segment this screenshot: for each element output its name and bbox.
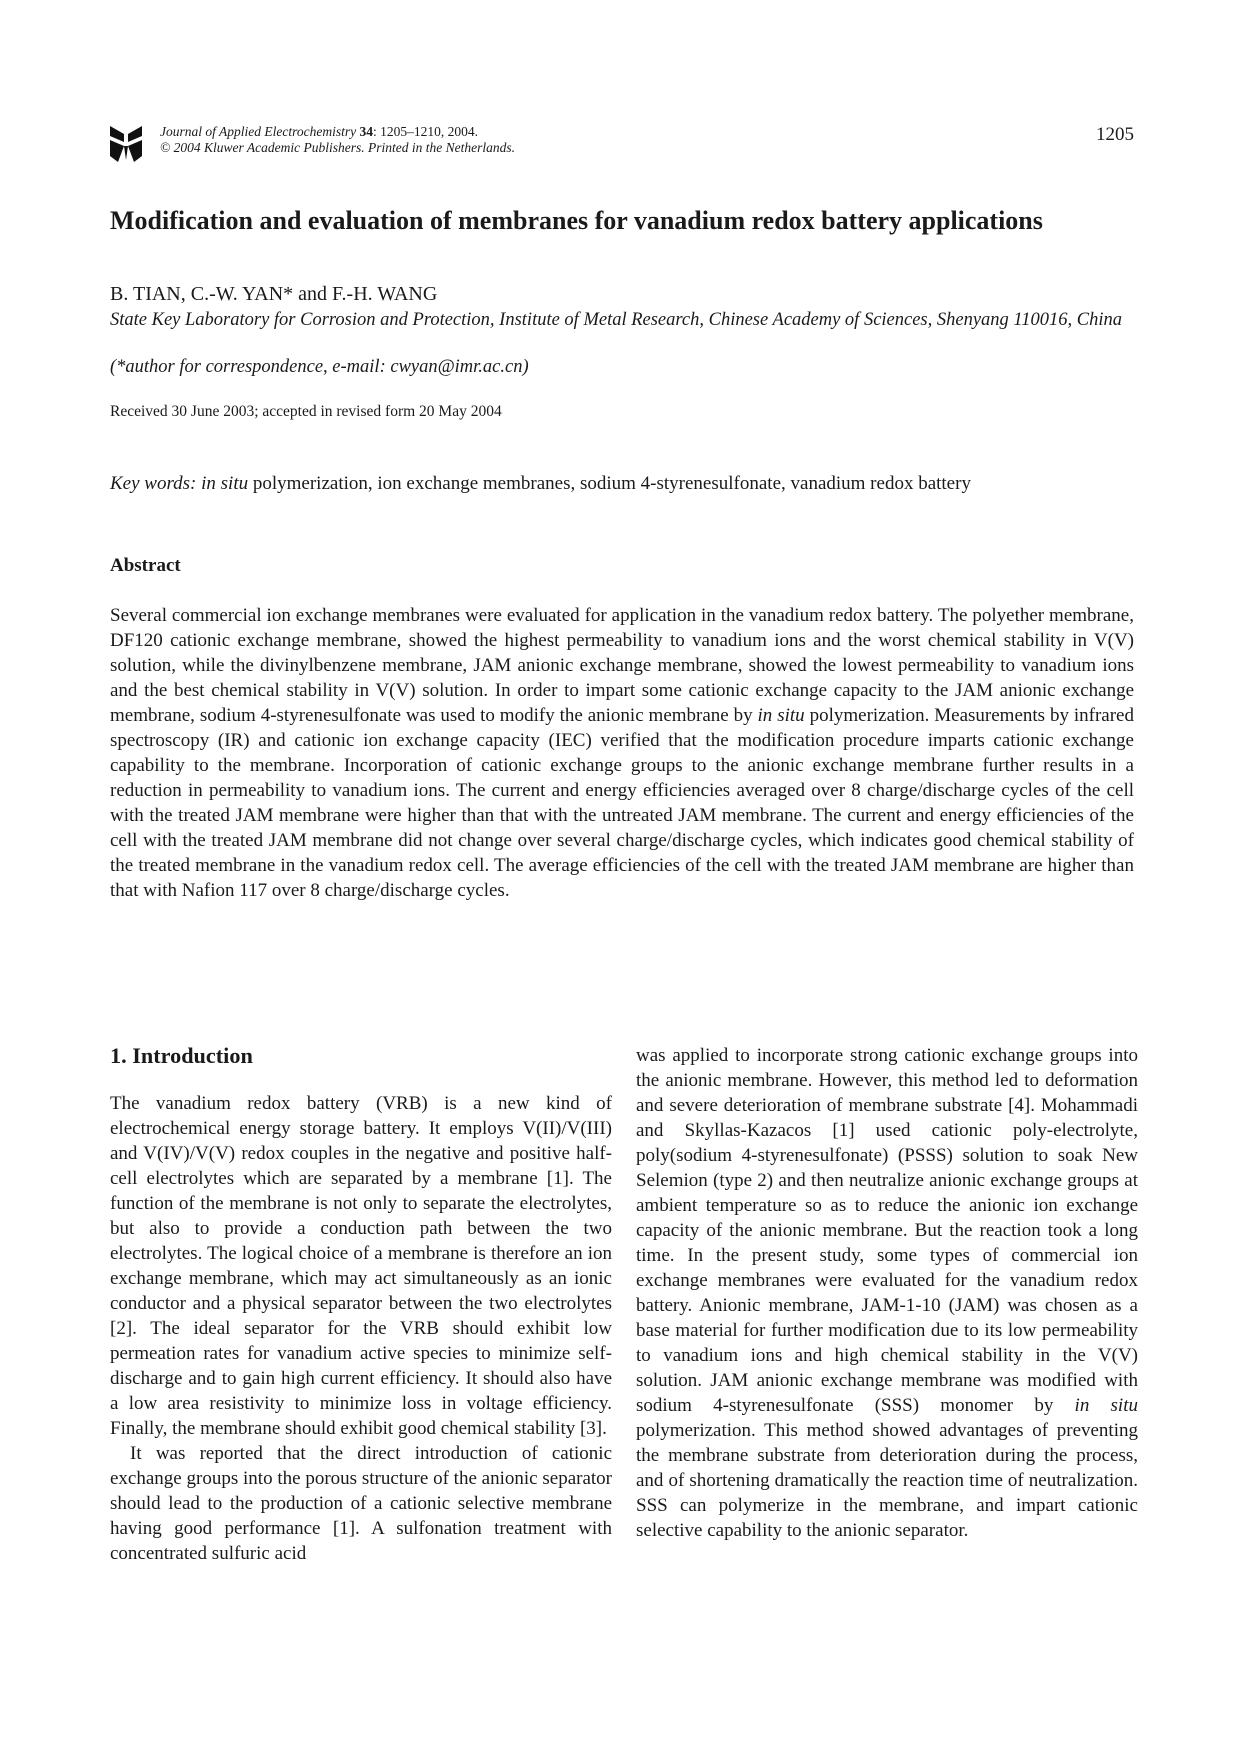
keywords-list: polymerization, ion exchange membranes, sodium 4-styrenesulfonate, vanadium redox battery xyxy=(248,473,971,494)
intro-paragraph-3-italic: in situ xyxy=(1074,1395,1138,1416)
intro-paragraph-1: The vanadium redox battery (VRB) is a new kind of electrochemical energy storage battery. It employs V(II)/V(III) and V(IV)/V(V) redox couples in the negative and positive half-cell electrolytes which are separated by a membrane [1]. The function of the membrane is not only to separate the electrolytes, but also to provide a conduction path between the two electrolytes. The logical choice of a membrane is therefore an ion exchange membrane, which may act simultaneously as an ionic conductor and a physical separator between the two electrolytes [2]. The ideal separator for the VRB should exhibit low permeation rates for vanadium active species to minimize self-discharge and to gain high current efficiency. It should also have a low area resistivity to minimize loss in voltage efficiency. Finally, the membrane should exhibit good chemical stability [3]. xyxy=(110,1093,612,1439)
introduction-heading: 1. Introduction xyxy=(110,1043,253,1068)
page-number: 1205 xyxy=(1096,124,1134,145)
received-dates: Received 30 June 2003; accepted in revised form 20 May 2004 xyxy=(110,403,502,420)
paper-title: Modification and evaluation of membranes for vanadium redox battery applications xyxy=(110,206,1043,235)
author-affiliation: State Key Laboratory for Corrosion and Protection, Institute of Metal Research, Chinese Academy of Sciences, Shenyang 110016, China xyxy=(110,310,1123,330)
abstract-text-part1: Several commercial ion exchange membranes were evaluated for application in the vanadium redox battery. The polyether membrane, DF120 cationic exchange membrane, showed the highest permeability to vanadium ions and the worst chemical stability in V(V) solution, while the divinylbenzene membrane, JAM anionic exchange membrane, showed the lowest permeability to vanadium ions and the best chemical stability in V(V) solution. In order to impart some cationic exchange capacity to the JAM anionic exchange membrane, sodium 4-styrenesulfonate was used to modify the anionic membrane by xyxy=(110,605,1134,726)
copyright-line: © 2004 Kluwer Academic Publishers. Printed in the Netherlands. xyxy=(160,140,515,155)
abstract-heading: Abstract xyxy=(110,555,181,576)
abstract-text-part2: polymerization. Measurements by infrared spectroscopy (IR) and cationic ion exchange capacity (IEC) verified that the modification procedure imparts cationic exchange capability to the membrane. Incorporation of cationic exchange groups to the anionic exchange membrane further results in a reduction in permeability to vanadium ions. The current and energy efficiencies averaged over 8 charge/discharge cycles of the cell with the treated JAM membrane were higher than that with the untreated JAM membrane. The current and energy efficiencies of the cell with the treated JAM membrane did not change over several charge/discharge cycles, which indicates good chemical stability of the treated membrane in the vanadium redox cell. The average efficiencies of the cell with the treated JAM membrane are higher than that with Nafion 117 over 8 charge/discharge cycles. xyxy=(110,705,1134,901)
keywords-italic-term: in situ xyxy=(201,473,249,494)
author-list: B. TIAN, C.-W. YAN* and F.-H. WANG xyxy=(110,283,438,305)
intro-paragraph-3-part2: polymerization. This method showed advantages of preventing the membrane substrate from deterioration during the process, and of shortening dramatically the reaction time of neutralization. SSS can polymerize in the membrane, and impart cationic selective capability to the anionic separator. xyxy=(636,1420,1138,1541)
page-header xyxy=(110,124,1134,164)
keywords-line xyxy=(110,473,1134,495)
intro-paragraph-2: It was reported that the direct introduction of cationic exchange groups into the porous structure of the anionic separator should lead to the production of a cationic selective membrane having good performance [1]. A sulfonation treatment with concentrated sulfuric acid xyxy=(110,1443,612,1564)
journal-citation xyxy=(160,124,515,156)
journal-pages-year: : 1205–1210, 2004. xyxy=(372,124,478,139)
abstract-text xyxy=(110,603,1134,903)
left-column xyxy=(110,1043,612,1566)
intro-paragraph-3 xyxy=(636,1043,1138,1543)
journal-volume: 34 xyxy=(359,124,373,139)
correspondence-note: (*author for correspondence, e-mail: cwyan@imr.ac.cn) xyxy=(110,357,529,377)
keywords-label: Key words: xyxy=(110,473,197,494)
intro-paragraph-3-part1: was applied to incorporate strong cationic exchange groups into the anionic membrane. However, this method led to deformation and severe deterioration of membrane substrate [4]. Mohammadi and Skyllas-Kazacos [1] used cationic poly-electrolyte, poly(sodium 4-styrenesulfonate) (PSSS) solution to soak New Selemion (type 2) and then neutralize anionic exchange groups at ambient temperature so as to reduce the anionic ion exchange capacity of the anionic membrane. But the reaction took a long time. In the present study, some types of commercial ion exchange membranes were evaluated for the vanadium redox battery. Anionic membrane, JAM-1-10 (JAM) was chosen as a base material for further modification due to its low permeability to vanadium ions and high chemical stability in the V(V) solution. JAM anionic exchange membrane was modified with sodium 4-styrenesulfonate (SSS) monomer by xyxy=(636,1045,1138,1416)
journal-name: Journal of Applied Electrochemistry xyxy=(160,124,357,139)
publisher-logo-icon xyxy=(110,126,142,162)
right-column xyxy=(636,1043,1138,1543)
abstract-italic-term: in situ xyxy=(757,705,805,726)
